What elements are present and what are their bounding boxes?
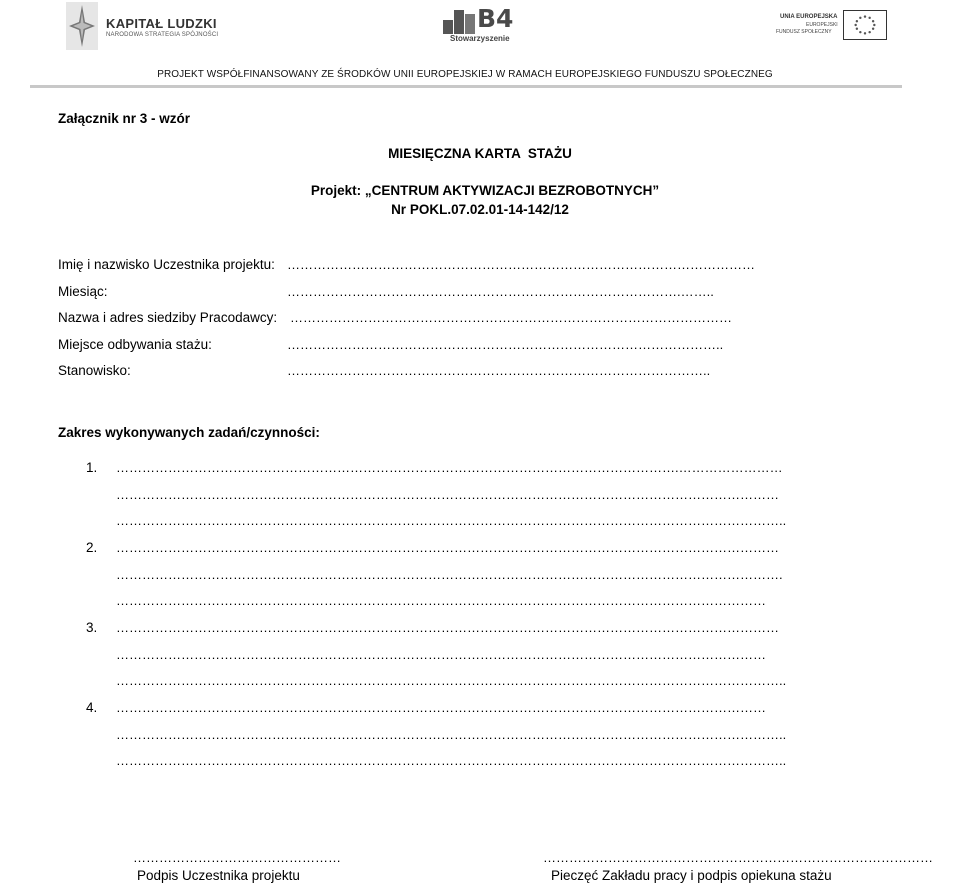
task-number: 2. [86,540,98,555]
b4-logo [441,4,521,44]
task-line[interactable]: ……………………………………………………………………………………………………………………………………… [116,540,779,555]
tasks-heading: Zakres wykonywanych zadań/czynności: [58,425,320,440]
project-number: Nr POKL.07.02.01-14-142/12 [391,202,569,217]
signature-label-participant: Podpis Uczestnika projektu [137,868,300,883]
b4-blocks-icon [443,8,477,36]
eu-flag-icon [843,10,887,40]
signature-line-participant[interactable]: ………………………………………… [133,850,341,865]
eu-logo-line1: UNIA EUROPEJSKA [780,14,838,20]
signature-label-employer: Pieczęć Zakładu pracy i podpis opiekuna stażu [551,868,832,883]
b4-logo-subtitle: Stowarzyszenie [450,34,510,43]
task-line[interactable]: ……………………………………………………………………………………………………………………………………….. [116,753,787,768]
task-line[interactable]: …………………………………………………………………………………………………………………………………… [116,593,766,608]
task-line[interactable]: ………………………………………………………………………………………………………………….…………………… [116,460,783,475]
task-line[interactable]: ……………………………………………………………………………………………………………………………………… [116,487,779,502]
task-line[interactable]: ……………………………………………………………………………………………………………………………………… [116,620,779,635]
field-label-participant-name: Imię i nazwisko Uczestnika projektu: [58,257,275,272]
project-name: Projekt: „CENTRUM AKTYWIZACJI BEZROBOTNYCH” [310,183,660,198]
task-line[interactable]: ……………………………………………………………………………………………………………………………………….. [116,727,787,742]
kapital-ludzki-star-icon [66,2,98,50]
header-divider [30,85,902,88]
field-label-position: Stanowisko: [58,363,131,378]
b4-logo-title: B4 [477,4,514,33]
field-label-employer: Nazwa i adres siedziby Pracodawcy: [58,310,278,325]
task-number: 1. [86,460,98,475]
field-value-employer[interactable]: ………………………………………………………………………………………… [290,310,732,325]
field-label-month: Miesiąc: [58,284,108,299]
task-number: 4. [86,700,98,715]
task-number: 3. [86,620,98,635]
attachment-label: Załącznik nr 3 - wzór [58,111,191,126]
field-value-month[interactable]: ……………………………………………………………………………….…….. [287,284,714,299]
project-cofinancing-line: PROJEKT WSPÓŁFINANSOWANY ZE ŚRODKÓW UNII EUROPEJSKIEJ W RAMACH EUROPEJSKIEGO FUNDUSZU SPOŁECZNEG [157,69,773,80]
task-line[interactable]: ……………………………………………………………………………………………………………………………………….. [116,513,787,528]
field-value-participant-name[interactable]: ……………………………………………………………………………………………… [287,257,755,272]
task-line[interactable]: ……………………………………………………………………………………………………………………………………….. [116,673,787,688]
document-title: MIESIĘCZNA KARTA STAŻU [388,146,572,161]
eu-logo-line3: FUNDUSZ SPOŁECZNY [776,29,832,35]
kapital-ludzki-subtitle: NARODOWA STRATEGIA SPÓJNOŚCI [106,32,219,38]
eu-logo [776,10,890,42]
kapital-ludzki-title: KAPITAŁ LUDZKI [106,16,217,31]
field-label-internship-place: Miejsce odbywania stażu: [58,337,212,352]
task-line[interactable]: …………………………………………………………………………………………………………………………………… [116,647,766,662]
kapital-ludzki-logo [66,2,226,52]
eu-logo-line2: EUROPEJSKI [806,22,838,28]
task-line[interactable]: ………………………………………………………………………………………………………………………………………. [116,567,783,582]
signature-line-employer[interactable]: ……………………………………………………………………………… [543,850,933,865]
field-value-position[interactable]: …………………………………………………………………………………….. [287,363,711,378]
field-value-internship-place[interactable]: ……………………………………………………………………………………….. [287,337,724,352]
task-line[interactable]: …………………………………………………………………………………………………………………………………… [116,700,766,715]
